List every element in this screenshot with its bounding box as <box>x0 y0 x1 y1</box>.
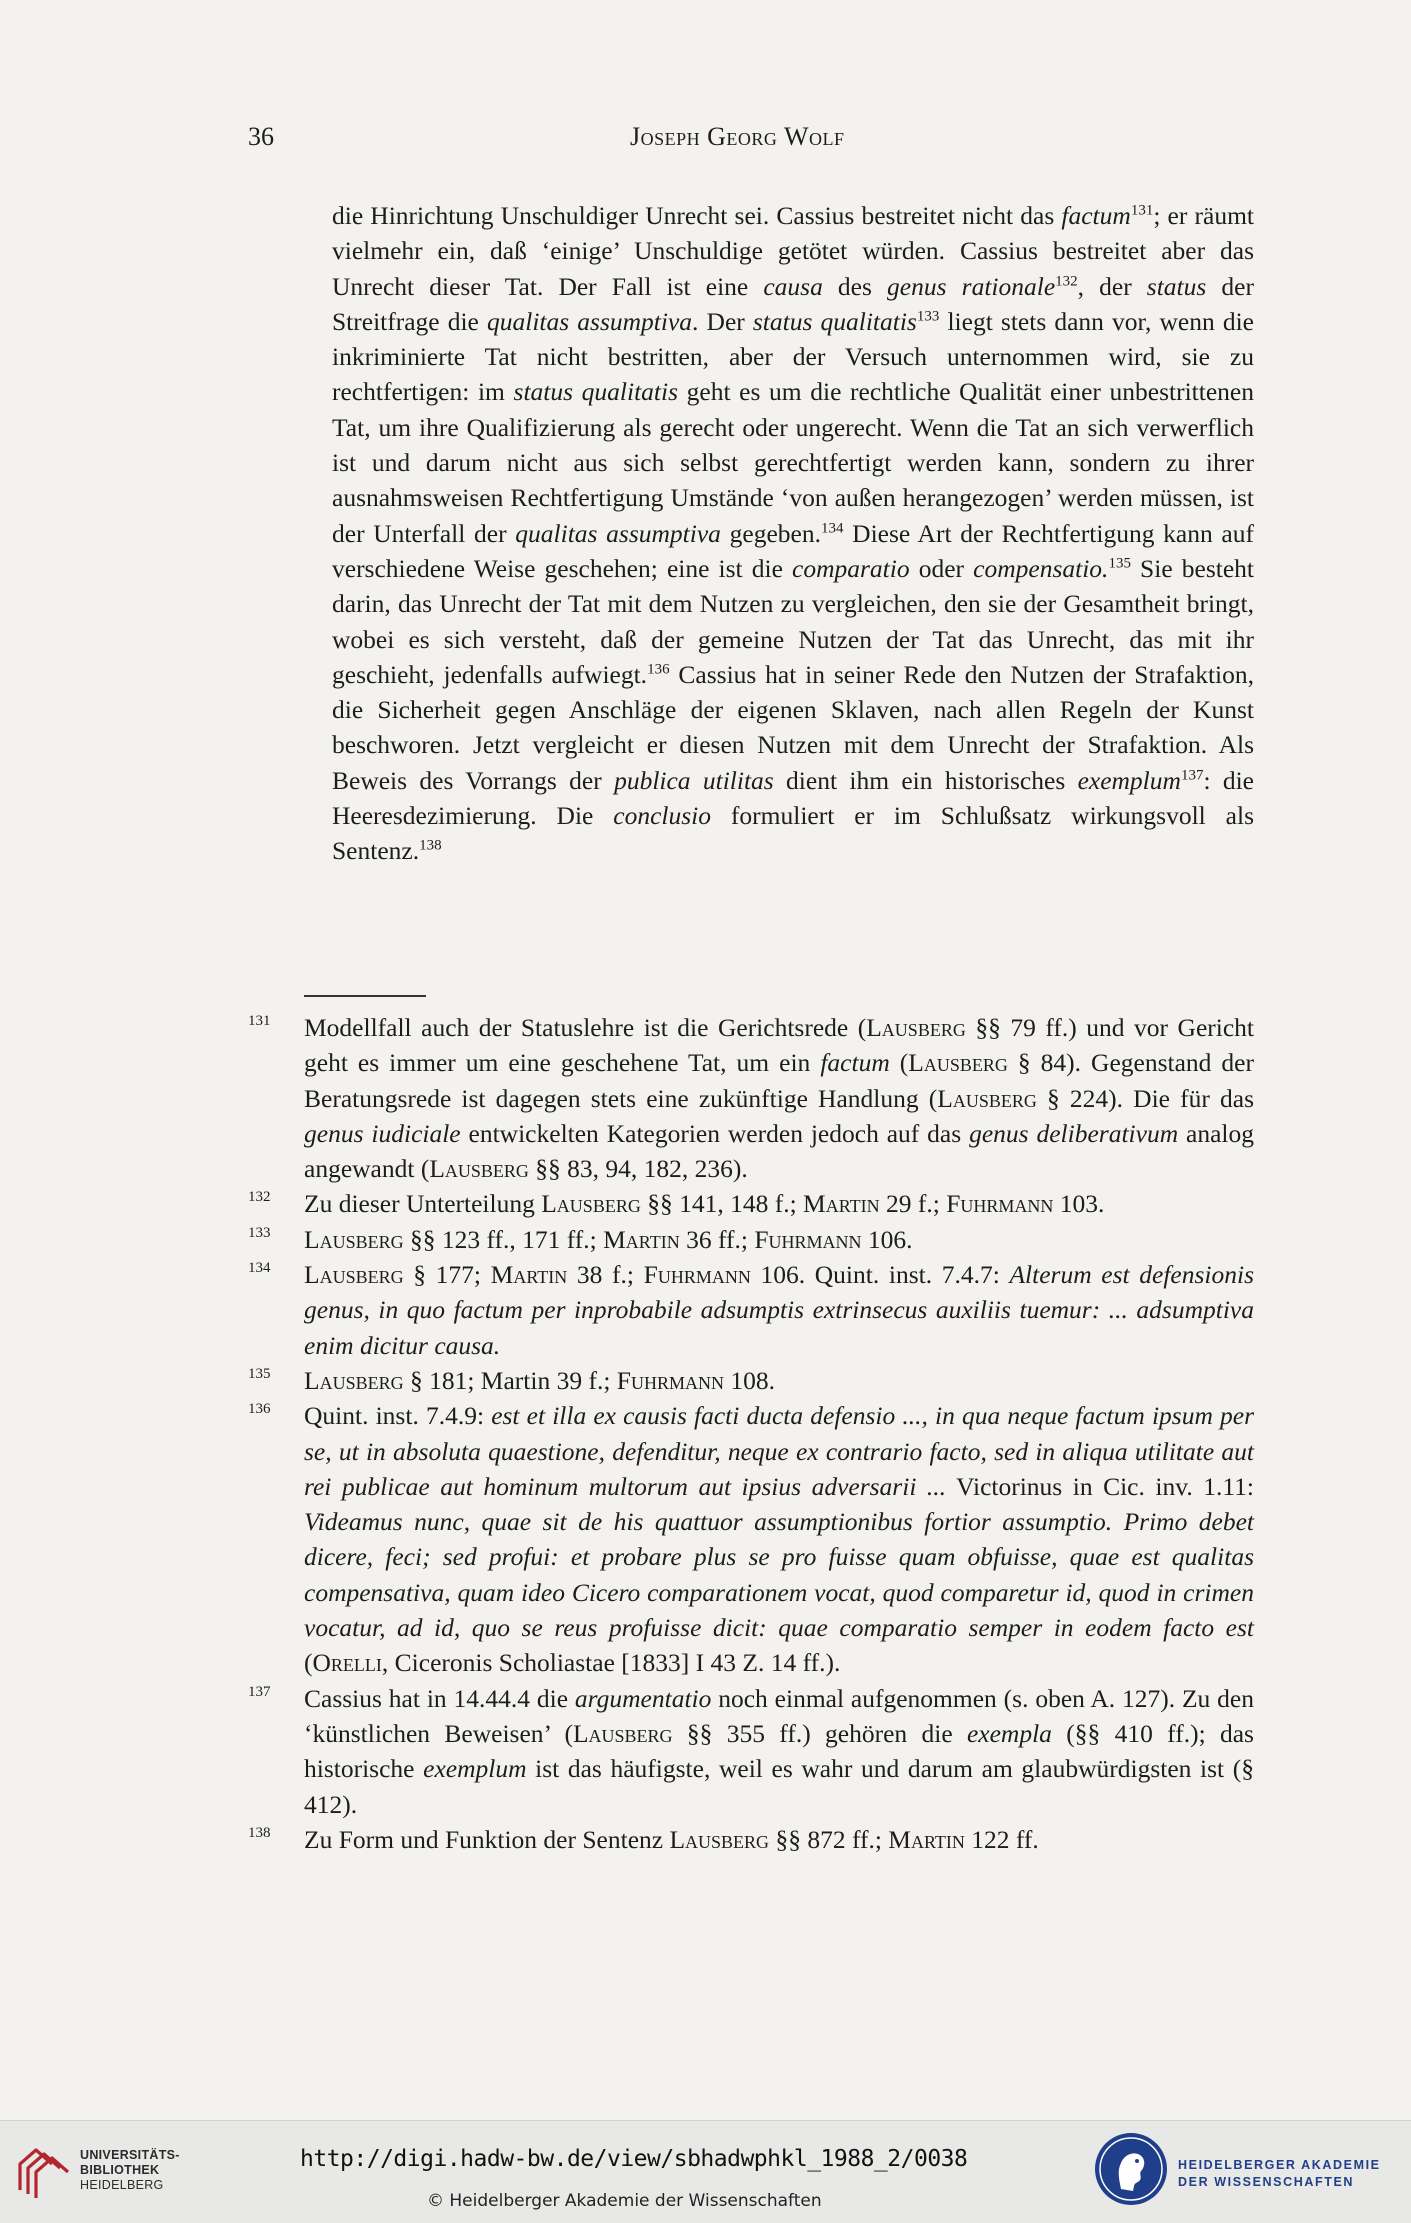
italic-term: publica utilitas <box>614 765 774 795</box>
text-run: §§ 123 ff., 171 ff.; <box>403 1224 604 1254</box>
author-name: Lausberg <box>572 1718 673 1748</box>
text-run: §§ 83, 94, 182, 236). <box>528 1154 748 1184</box>
italic-term: status qualitatis <box>752 306 917 336</box>
italic-term: comparatio <box>792 553 910 583</box>
italic-term: genus rationale <box>887 271 1056 301</box>
text-run: §§ 872 ff.; <box>769 1824 889 1854</box>
academy-name <box>1178 2157 1381 2191</box>
text-run: geht es um die rechtliche Qualität einer unbestrittenen Tat, um ihre Qualifizierung als gerecht oder ungerecht. Wenn die Tat an sich verwerflich ist und darum nicht aus sich selbst gerechtfertigt werden kann, sondern zu ihrer ausnahmsweisen Rechtfertigung Umstände ‘von außen herangezogen’ werden müssen, ist der Unterfall der <box>332 377 1254 548</box>
text-run: 108. <box>724 1365 775 1395</box>
text-run: Victorinus in Cic. inv. 1.11: <box>946 1471 1254 1501</box>
footnote-ref-131[interactable]: 131 <box>1130 202 1154 219</box>
italic-term: qualitas assumptiva <box>487 306 693 336</box>
text-run: formuliert er im Schlußsatz wirkungsvoll als Sentenz. <box>332 801 1254 866</box>
italic-term: argumentatio <box>574 1683 712 1713</box>
footnote-number: 131 <box>248 1013 271 1029</box>
text-run: noch einmal aufgenommen (s. oben A. 127). Zu den ‘künstlichen Beweisen’ ( <box>304 1683 1254 1748</box>
footnote-ref-133[interactable]: 133 <box>916 308 940 325</box>
text-run: (§§ 410 ff.); das historische <box>304 1718 1254 1784</box>
italic-quote: est et illa ex causis facti ducta defensio ..., in qua neque factum ipsum per se, ut in absoluta quaestione, defenditur, neque ex contrario facto, sed in aliqua utilitate aut rei publicae aut hominum multorum aut ipsius adversarii ... <box>304 1401 1254 1501</box>
text-run: . Der <box>692 306 753 336</box>
footnote-138 <box>248 1822 1254 1857</box>
text-run: 38 f.; <box>567 1260 644 1290</box>
text-run: §§ 355 ff.) gehören die <box>672 1718 967 1748</box>
author-name: Martin <box>490 1260 568 1290</box>
text-run: entwickelten Kategorien werden jedoch auf das <box>460 1118 970 1148</box>
footnote-131 <box>248 1010 1254 1186</box>
university-library-logo-icon[interactable] <box>14 2138 74 2200</box>
text-run: § 181; Martin 39 f.; <box>403 1365 617 1395</box>
italic-term: status qualitatis <box>513 377 679 407</box>
italic-term: compensatio. <box>973 553 1109 583</box>
main-paragraph <box>332 198 1254 869</box>
footnote-ref-136[interactable]: 136 <box>647 661 670 678</box>
text-run: Cassius hat in 14.44.4 die <box>304 1683 575 1713</box>
running-head-author: Joseph Georg Wolf <box>630 122 845 151</box>
main-text <box>332 198 1254 869</box>
text-run: Sie besteht darin, das Unrecht der Tat mit dem Nutzen zu vergleichen, den sie der Gesamtheit bringt, wobei es sich versteht, daß der gemeine Nutzen der Tat das Unrecht, das mit ihr geschieht, jedenfalls aufwiegt. <box>332 553 1254 689</box>
footnote-ref-134[interactable]: 134 <box>820 520 844 537</box>
text-run: gegeben. <box>720 518 821 548</box>
footnote-number: 135 <box>248 1365 271 1382</box>
footnote-number: 136 <box>248 1401 271 1418</box>
text-run: , der <box>1077 271 1147 301</box>
italic-term: genus deliberativum <box>969 1118 1179 1148</box>
text-run: 122 ff. <box>964 1824 1039 1854</box>
author-name: Lausberg <box>304 1224 404 1254</box>
running-header <box>248 122 1248 156</box>
italic-term: conclusio <box>613 801 711 831</box>
author-name: Fuhrmann <box>754 1224 862 1254</box>
text-run: ( <box>304 1648 313 1678</box>
text-run: Zu Form und Funktion der Sentenz <box>304 1824 670 1854</box>
footnote-137 <box>248 1681 1254 1822</box>
author-name: Fuhrmann <box>643 1260 751 1290</box>
text-run: § 224). Die für das <box>1036 1083 1254 1113</box>
text-run: Modellfall auch der Statuslehre ist die Gerichtsrede ( <box>304 1013 867 1042</box>
author-name: Fuhrmann <box>946 1189 1054 1219</box>
text-run: , Ciceronis Scholiastae [1833] I 43 Z. 14 ff.). <box>381 1648 841 1678</box>
text-run: ; er räumt vielmehr ein, daß ‘einige’ Unschuldige getötet würden. Cassius bestreitet aber das Unrecht dieser Tat. Der Fall ist eine <box>332 201 1255 301</box>
author-name: Fuhrmann <box>616 1365 724 1395</box>
author-name: Lausberg <box>304 1365 404 1395</box>
text-run: Cassius hat in seiner Rede den Nutzen der Strafaktion, die Sicherheit gegen Anschläge der eigenen Sklaven, nach allen Regeln der Kunst beschworen. Jetzt vergleicht er diesen Nutzen mit dem Unrecht der Strafaktion. Als Beweis des Vorrangs der <box>332 659 1254 795</box>
text-run: 103. <box>1053 1189 1105 1219</box>
text-run: 36 ff.; <box>679 1224 755 1254</box>
footnote-ref-138[interactable]: 138 <box>419 837 442 854</box>
footnote-136 <box>248 1398 1254 1680</box>
academy-name-line: HEIDELBERGER AKADEMIE <box>1178 2158 1381 2172</box>
italic-quote: Videamus nunc, quae sit de his quattuor assumptionibus fortior assumptio. Primo debet dicere, feci; sed profui: et probare plus se pro fuisse quam obfuisse, quae est qualitas compensativa, quam ideo Cicero comparationem vocat, quod comparetur id, quod in crimen vocatur, ad id, quo se reus profuisse dicit: quae comparatio semper in eodem facto est <box>304 1507 1254 1643</box>
page-number: 36 <box>248 122 274 151</box>
footnote-134 <box>248 1257 1254 1363</box>
text-run: liegt stets dann vor, wenn die inkriminierte Tat nicht bestritten, aber der Versuch unternommen wird, sie zu rechtfertigen: im <box>332 306 1254 407</box>
text-run: Zu dieser Unterteilung <box>304 1189 542 1219</box>
library-name-line: UNIVERSITÄTS- <box>80 2148 180 2162</box>
text-run: 106. Quint. inst. 7.4.7: <box>750 1260 1010 1290</box>
copyright-notice: © Heidelberger Akademie der Wissenschaften <box>427 2191 822 2211</box>
text-run: der Streitfrage die <box>332 271 1254 336</box>
author-name: Lausberg <box>866 1013 966 1042</box>
author-name: Lausberg <box>669 1824 770 1854</box>
footnote-number: 134 <box>248 1260 271 1277</box>
text-run: 106. <box>861 1224 913 1254</box>
text-run: Quint. inst. 7.4.9: <box>304 1401 492 1431</box>
footnote-135 <box>248 1363 1254 1398</box>
author-name: Martin <box>603 1224 680 1254</box>
academy-name-line: DER WISSENSCHAFTEN <box>1178 2175 1355 2189</box>
footnote-133 <box>248 1222 1254 1257</box>
author-name: Lausberg <box>908 1048 1008 1078</box>
text-run: des <box>822 271 888 301</box>
footnote-number: 133 <box>248 1224 271 1241</box>
text-run: ist das häufigste, weil es wahr und darum am glaubwürdigsten ist (§ 412). <box>304 1754 1255 1819</box>
author-name: Lausberg <box>937 1083 1037 1113</box>
italic-term: exemplum <box>423 1754 527 1784</box>
italic-term: qualitas assumptiva <box>515 518 721 548</box>
footnote-132 <box>248 1186 1254 1221</box>
text-run: §§ 141, 148 f.; <box>640 1189 804 1219</box>
author-name: Martin <box>803 1189 880 1219</box>
italic-term: factum <box>820 1048 890 1078</box>
text-run: oder <box>909 553 974 583</box>
italic-term: genus iudiciale <box>304 1118 461 1148</box>
permalink-url[interactable]: http://digi.hadw-bw.de/view/sbhadwphkl_1988_2/0038 <box>300 2146 968 2172</box>
italic-quote: Alterum est defensionis genus, in quo factum per inprobabile adsumptis extrinsecus auxiliis tuemur: ... adsumptiva enim dicitur causa. <box>304 1260 1255 1360</box>
footnote-ref-132[interactable]: 132 <box>1055 273 1078 290</box>
footnote-number: 132 <box>248 1189 271 1206</box>
footnote-number: 138 <box>248 1824 271 1841</box>
footnote-ref-135[interactable]: 135 <box>1108 555 1131 572</box>
footnote-number: 137 <box>248 1683 271 1700</box>
author-name: Orelli <box>312 1648 382 1678</box>
text-run: § 84). Gegenstand der Beratungsrede ist dagegen stets eine zukünftige Handlung ( <box>304 1048 1254 1113</box>
italic-term: factum <box>1061 201 1131 230</box>
text-run: analog angewandt ( <box>304 1118 1255 1184</box>
text-run: die Hinrichtung Unschuldiger Unrecht sei. Cassius bestreitet nicht das <box>332 201 1062 230</box>
author-name: Lausberg <box>304 1260 404 1290</box>
text-run: : die Heeresdezimierung. Die <box>332 765 1254 831</box>
author-name: Lausberg <box>429 1154 529 1184</box>
text-run: Diese Art der Rechtfertigung kann auf verschiedene Weise geschehen; eine ist die <box>332 518 1254 583</box>
italic-term: exemplum <box>1077 765 1181 795</box>
text-run: ( <box>889 1048 909 1078</box>
footnotes <box>248 1010 1254 1857</box>
italic-term: causa <box>763 271 823 301</box>
footnote-separator <box>304 995 426 997</box>
library-name-line: BIBLIOTHEK <box>80 2163 160 2177</box>
text-run: 29 f.; <box>879 1189 947 1219</box>
text-run: §§ 79 ff.) und vor Gericht geht es immer um eine geschehene Tat, um ein <box>304 1013 1254 1078</box>
text-run: dient ihm ein historisches <box>773 765 1078 795</box>
text-run: § 177; <box>403 1260 491 1290</box>
author-name: Lausberg <box>541 1189 641 1219</box>
library-name-line: HEIDELBERG <box>80 2178 164 2192</box>
university-library-name <box>80 2148 180 2193</box>
footnote-ref-137[interactable]: 137 <box>1180 767 1204 784</box>
italic-term: exempla <box>966 1718 1052 1748</box>
italic-term: status <box>1146 271 1207 301</box>
author-name: Martin <box>888 1824 965 1854</box>
academy-seal-icon[interactable] <box>1093 2131 1169 2207</box>
